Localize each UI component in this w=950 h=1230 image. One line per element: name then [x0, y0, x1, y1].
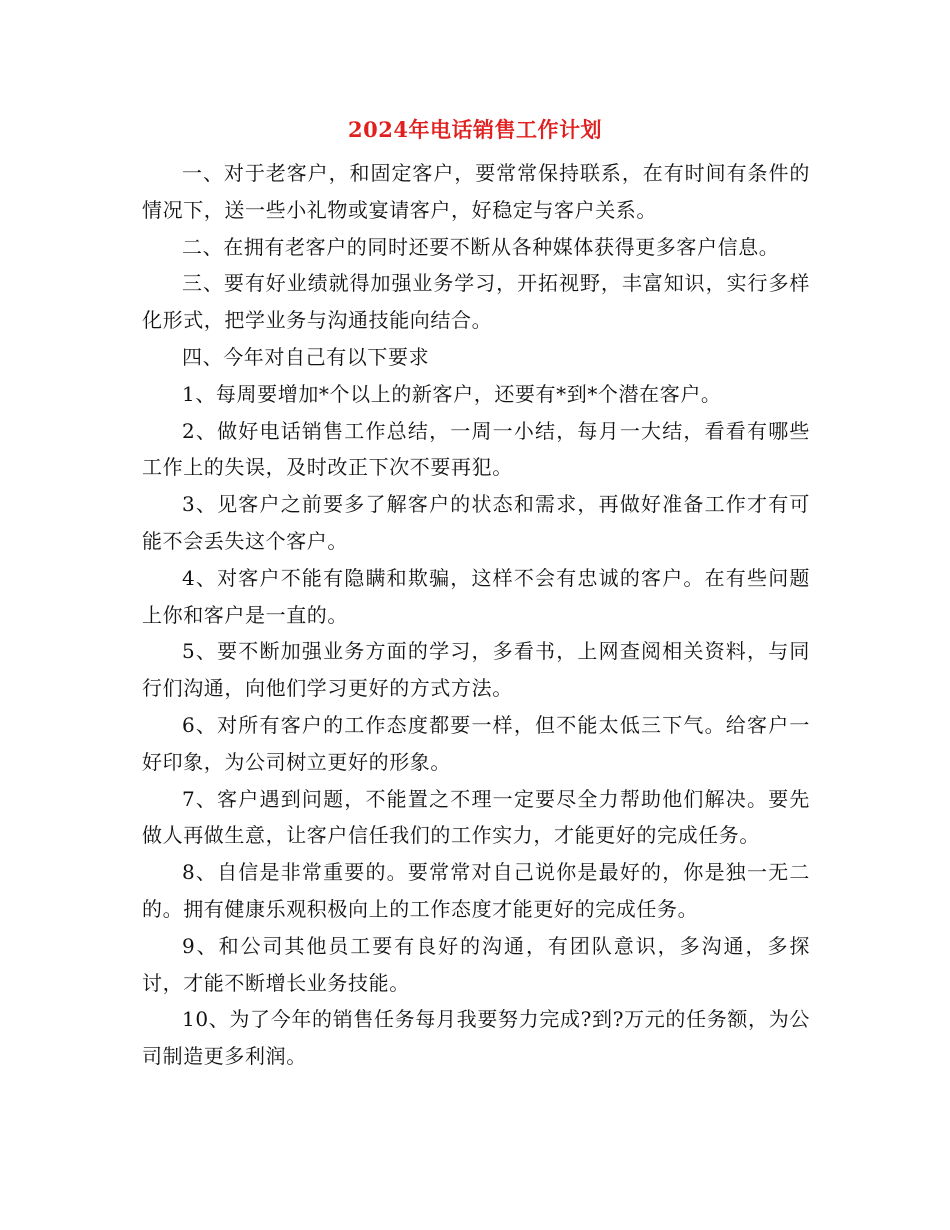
paragraph-1: 一、对于老客户，和固定客户，要常常保持联系，在有时间有条件的情况下，送一些小礼物或宴请客户，好稳定与客户关系。	[142, 161, 810, 222]
list-item-6: 6、对所有客户的工作态度都要一样，但不能太低三下气。给客户一好印象，为公司树立更好的形象。	[142, 712, 810, 774]
paragraph-4: 四、今年对自己有以下要求	[182, 344, 430, 369]
paragraph-2: 二、在拥有老客户的同时还要不断从各种媒体获得更多客户信息。	[182, 234, 780, 259]
document-body	[142, 155, 810, 1075]
list-item-2: 2、做好电话销售工作总结，一周一小结，每月一大结，看看有哪些工作上的失误，及时改正下次不要再犯。	[142, 418, 810, 480]
list-item-4: 4、对客户不能有隐瞒和欺骗，这样不会有忠诚的客户。在有些问题上你和客户是一直的。	[142, 565, 810, 627]
list-item-5: 5、要不断加强业务方面的学习，多看书，上网查阅相关资料，与同行们沟通，向他们学习更好的方式方法。	[142, 639, 810, 701]
list-item-8: 8、自信是非常重要的。要常常对自己说你是最好的，你是独一无二的。拥有健康乐观积极向上的工作态度才能更好的完成任务。	[142, 860, 810, 921]
list-item-9: 9、和公司其他员工要有良好的沟通，有团队意识，多沟通，多探讨，才能不断增长业务技能。	[142, 933, 810, 995]
list-item-7: 7、客户遇到问题，不能置之不理一定要尽全力帮助他们解决。要先做人再做生意，让客户信任我们的工作实力，才能更好的完成任务。	[142, 786, 810, 848]
list-item-3: 3、见客户之前要多了解客户的状态和需求，再做好准备工作才有可能不会丢失这个客户。	[142, 492, 810, 553]
list-item-10: 10、为了今年的销售任务每月我要努力完成?到?万元的任务额，为公司制造更多利润。	[142, 1007, 810, 1069]
list-item-1: 1、每周要增加*个以上的新客户，还要有*到*个潜在客户。	[182, 381, 722, 406]
paragraph-3: 三、要有好业绩就得加强业务学习，开拓视野，丰富知识，实行多样化形式，把学业务与沟通技能向结合。	[142, 271, 810, 333]
document-title: 2024年电话销售工作计划	[348, 117, 602, 142]
